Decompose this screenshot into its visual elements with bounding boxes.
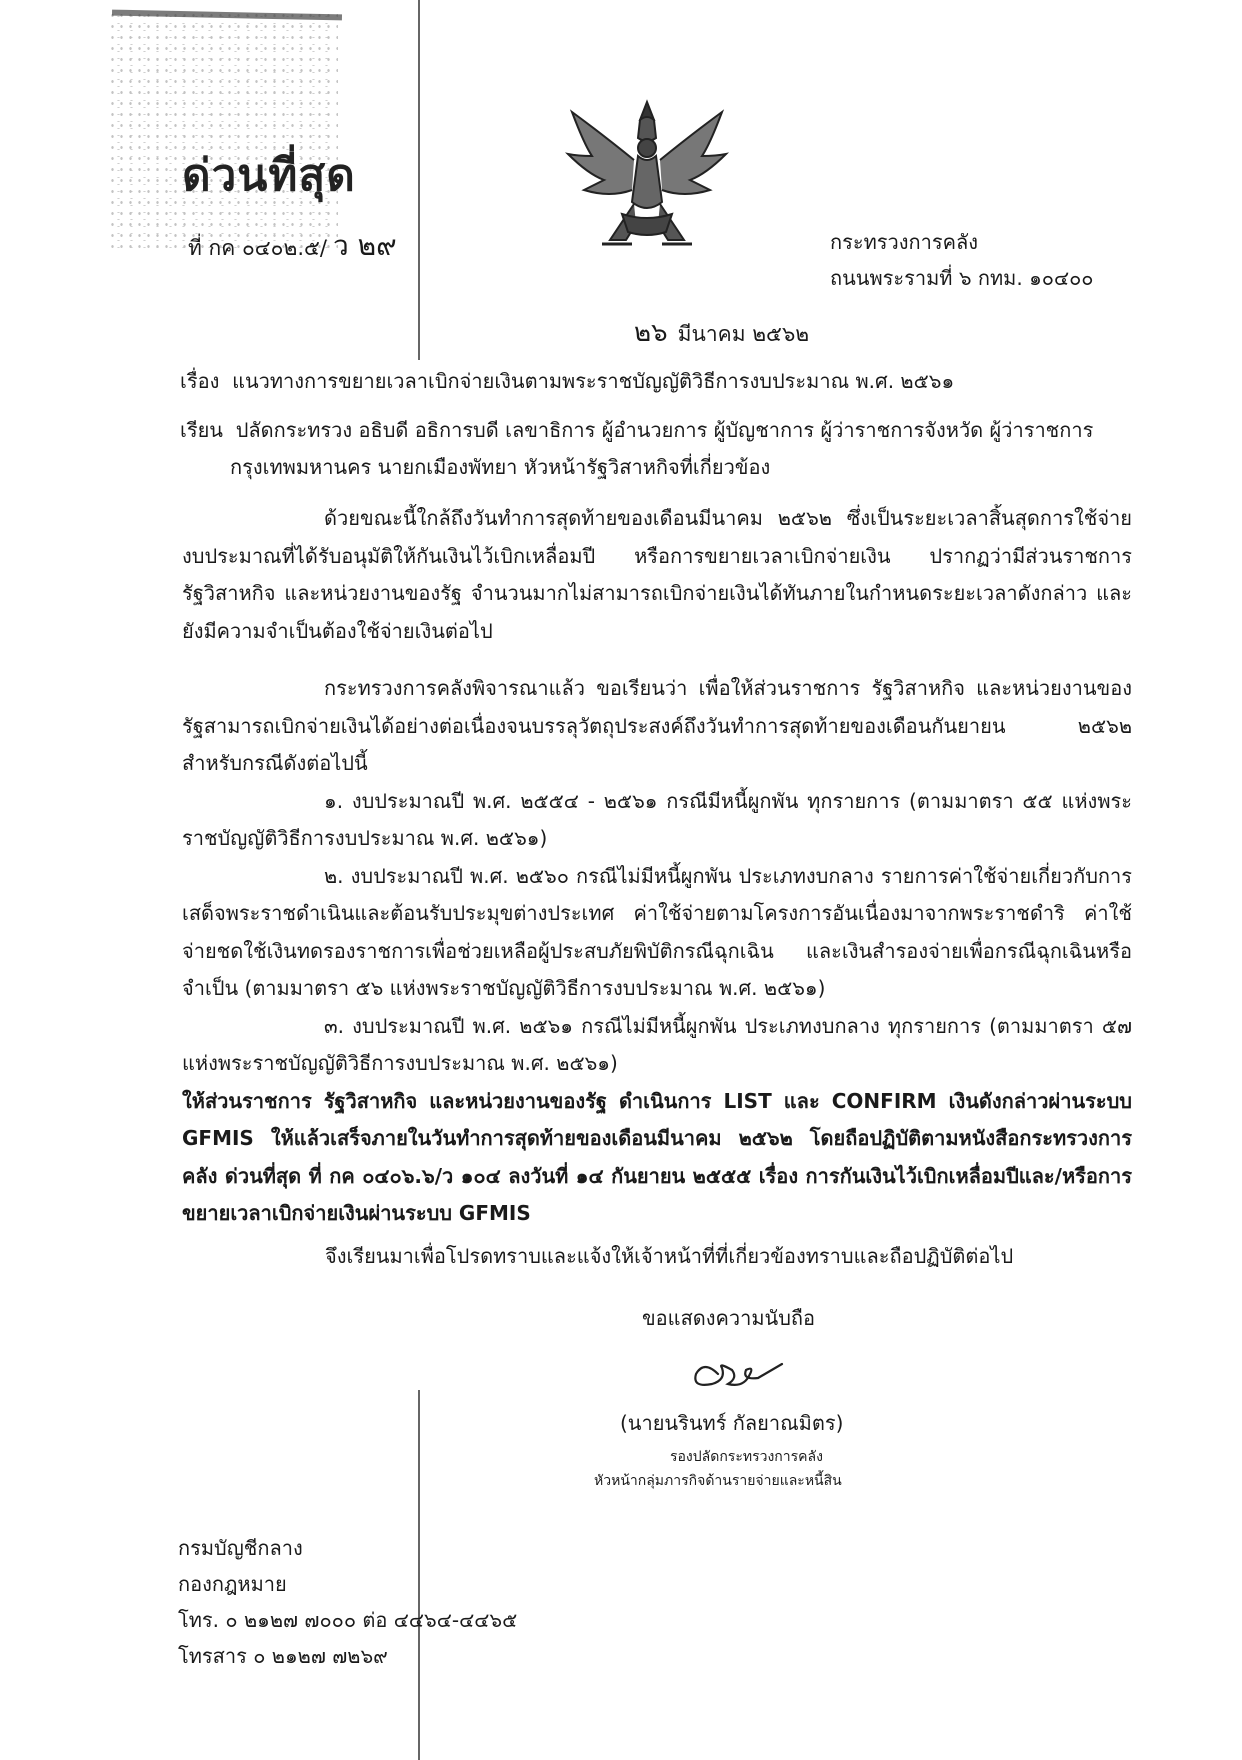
regards: ขอแสดงความนับถือ [642,1306,816,1330]
document-number [188,224,397,268]
recipient-line-1: ปลัดกระทรวง อธิบดี อธิการบดี เลขาธิการ ผู้อำนวยการ ผู้บัญชาการ ผู้ว่าราชการจังหวัด ผู้ว่าราชการ [235,418,1094,442]
ministry-name: กระทรวงการคลัง [830,230,978,254]
sender-address [830,224,1094,296]
footer-department: กรมบัญชีกลาง [178,1536,303,1560]
footer-fax: โทรสาร ๐ ๒๑๒๗ ๗๒๖๙ [178,1644,388,1668]
list-item-3: ๓. งบประมาณปี พ.ศ. ๒๕๖๑ กรณีไม่มีหนี้ผูกพัน ประเภทงบกลาง ทุกรายการ (ตามมาตรา ๕๗ แห่งพระราชบัญญัติวิธีการงบประมาณ พ.ศ. ๒๕๖๑) [182,1013,1132,1075]
recipient-block [180,412,1140,486]
signature-icon [688,1350,788,1394]
list-item-2: ๒. งบประมาณปี พ.ศ. ๒๕๖๐ กรณีไม่มีหนี้ผูกพัน ประเภทงบกลาง รายการค่าใช้จ่ายเกี่ยวกับการเสด็จพระราชดำเนินและต้อนรับประมุขต่างประเทศ ค่าใช้จ่ายตามโครงการอันเนื่องมาจากพระราชดำริ ค่าใช้จ่ายชดใช้เงินทดรองราชการเพื่อช่วยเหลือผู้ประสบภัยพิบัติกรณีฉุกเฉิน และเงินสำรองจ่ายเพื่อกรณีฉุกเฉินหรือจำเป็น (ตามมาตรา ๕๖ แห่งพระราชบัญญัติวิธีการงบประมาณ พ.ศ. ๒๕๖๑) [182,863,1132,1000]
scan-speckle [108,10,338,250]
recipient-line-2: กรุงเทพมหานคร นายกเมืองพัทยา หัวหน้ารัฐวิสาหกิจที่เกี่ยวข้อง [230,455,771,479]
signer-position-2: หัวหน้ากลุ่มภารกิจด้านรายจ่ายและหนี้สิน [594,1473,842,1489]
garuda-emblem-icon [562,94,732,254]
footer-telephone: โทร. ๐ ๒๑๒๗ ๗๐๐๐ ต่อ ๔๔๖๔-๔๔๖๕ [178,1608,518,1632]
paragraph-1: ด้วยขณะนี้ใกล้ถึงวันทำการสุดท้ายของเดือนมีนาคม ๒๕๖๒ ซึ่งเป็นระยะเวลาสิ้นสุดการใช้จ่ายงบประมาณที่ได้รับอนุมัติให้กันเงินไว้เบิกเหลื่อมปี หรือการขยายเวลาเบิกจ่ายเงิน ปรากฏว่ามีส่วนราชการ รัฐวิสาหกิจ และหน่วยงานของรัฐ จำนวนมากไม่สามารถเบิกจ่ายเงินได้ทันภายในกำหนดระยะเวลาดังกล่าว และยังมีความจำเป็นต้องใช้จ่ายเงินต่อไป [182,506,1132,643]
signer-name: (นายนรินทร์ กัลยาณมิตร) [620,1411,844,1435]
footer-division: กองกฎหมาย [178,1572,287,1596]
paragraph-3: ให้ส่วนราชการ รัฐวิสาหกิจ และหน่วยงานของรัฐ ดำเนินการ LIST และ CONFIRM เงินดังกล่าวผ่านระบบ GFMIS ให้แล้วเสร็จภายในวันทำการสุดท้ายของเดือนมีนาคม ๒๕๖๒ โดยถือปฏิบัติตามหนังสือกระทรวงการคลัง ด่วนที่สุด ที่ กค ๐๔๐๖.๖/ว ๑๐๔ ลงวันที่ ๑๔ กันยายน ๒๕๕๕ เรื่อง การกันเงินไว้เบิกเหลื่อมปีและ/หรือการขยายเวลาเบิกจ่ายเงินผ่านระบบ GFMIS [182,1088,1132,1225]
letter-body [182,500,1132,1233]
subject-text: แนวทางการขยายเวลาเบิกจ่ายเงินตามพระราชบัญญัติวิธีการงบประมาณ พ.ศ. ๒๕๖๑ [232,369,955,393]
subject-line [180,365,1130,397]
contact-footer [178,1530,517,1674]
list-item-1: ๑. งบประมาณปี พ.ศ. ๒๕๕๔ - ๒๕๖๑ กรณีมีหนี้ผูกพัน ทุกรายการ (ตามมาตรา ๕๕ แห่งพระราชบัญญัติวิธีการงบประมาณ พ.ศ. ๒๕๖๑) [182,788,1132,850]
signer-position-1: รองปลัดกระทรวงการคลัง [670,1449,823,1465]
document-number-value: ว ๒๙ [332,229,397,262]
date-month-year: มีนาคม ๒๕๖๒ [677,322,810,346]
document-date [634,312,809,353]
subject-label: เรื่อง [180,369,220,393]
recipient-label: เรียน [180,418,223,442]
fold-line-top [418,0,420,360]
date-day: ๒๖ [634,318,668,348]
urgency-stamp: ด่วนที่สุด [182,150,356,201]
closing-line: จึงเรียนมาเพื่อโปรดทราบและแจ้งให้เจ้าหน้าที่ที่เกี่ยวข้องทราบและถือปฏิบัติต่อไป [325,1244,1014,1268]
document-number-label: ที่ กค ๐๔๐๒.๕/ [188,236,327,260]
street-address: ถนนพระรามที่ ๖ กทม. ๑๐๔๐๐ [830,266,1094,290]
paragraph-2: กระทรวงการคลังพิจารณาแล้ว ขอเรียนว่า เพื่อให้ส่วนราชการ รัฐวิสาหกิจ และหน่วยงานของรัฐสามารถเบิกจ่ายเงินได้อย่างต่อเนื่องจนบรรลุวัตถุประสงค์ถึงวันทำการสุดท้ายของเดือนกันยายน ๒๕๖๒ สำหรับกรณีดังต่อไปนี้ [182,676,1132,775]
